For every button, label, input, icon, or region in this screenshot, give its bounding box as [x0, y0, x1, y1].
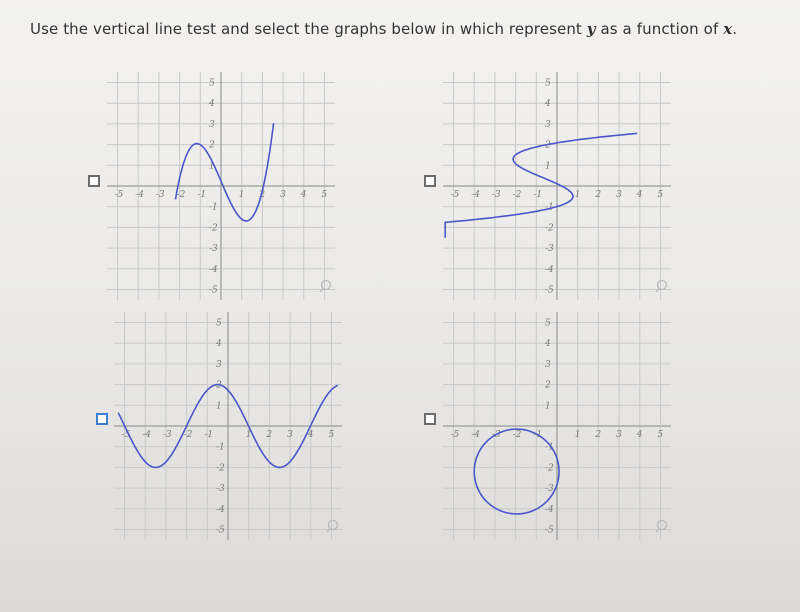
x-tick-label: 2 [266, 430, 273, 440]
x-tick-label: -1 [533, 430, 543, 440]
y-tick-label: 2 [545, 140, 551, 151]
x-tick-label: 3 [616, 430, 622, 440]
y-tick-label: -1 [216, 442, 225, 453]
y-tick-label: -5 [209, 285, 218, 296]
y-tick-label: 5 [209, 78, 215, 89]
x-tick-label: -2 [183, 430, 193, 440]
y-tick-label: 5 [216, 318, 222, 329]
x-tick-label: 2 [595, 430, 602, 440]
y-tick-label: 5 [545, 318, 551, 329]
graph-3-panel [114, 312, 354, 552]
graph-1-panel [107, 72, 347, 312]
x-tick-label: -1 [533, 190, 543, 200]
y-tick-label: 5 [545, 78, 551, 89]
x-tick-label: 3 [287, 430, 293, 440]
x-tick-label: 1 [238, 190, 245, 200]
y-tick-label: -4 [545, 504, 554, 515]
x-tick-label: -5 [450, 190, 460, 200]
y-tick-label: -5 [216, 525, 225, 536]
y-tick-label: 1 [545, 161, 551, 172]
y-tick-label: 1 [209, 161, 215, 172]
y-tick-label: 1 [216, 401, 222, 412]
magnifier-icon[interactable] [327, 521, 338, 533]
y-tick-label: 2 [545, 380, 551, 391]
x-tick-label: -5 [121, 430, 131, 440]
x-tick-label: 5 [328, 430, 335, 440]
y-tick-label: -1 [545, 202, 554, 213]
graph-4-plot [443, 312, 683, 552]
y-tick-label: 4 [216, 339, 222, 350]
x-tick-label: 1 [574, 190, 581, 200]
x-tick-label: -2 [512, 190, 522, 200]
magnifier-icon[interactable] [656, 281, 667, 293]
x-tick-label: 1 [574, 430, 581, 440]
x-tick-label: 3 [280, 190, 286, 200]
y-tick-label: 3 [545, 359, 551, 370]
graph-3-plot [114, 312, 354, 552]
x-tick-label: 1 [245, 430, 252, 440]
magnifier-icon[interactable] [656, 521, 667, 533]
x-tick-label: 4 [636, 190, 643, 200]
y-tick-label: -5 [545, 285, 554, 296]
x-tick-label: -4 [142, 430, 151, 440]
x-tick-label: 2 [595, 190, 602, 200]
y-tick-label: -2 [545, 223, 554, 234]
question-suffix: . [732, 20, 738, 38]
x-tick-label: -3 [155, 190, 165, 200]
y-tick-label: -4 [545, 264, 554, 275]
graph-2-panel [443, 72, 683, 312]
x-tick-label: -2 [512, 430, 522, 440]
y-tick-label: -3 [545, 484, 554, 495]
question-middle: as a function of [600, 20, 719, 38]
y-tick-label: -3 [216, 484, 225, 495]
x-tick-label: -3 [491, 430, 501, 440]
x-tick-label: -4 [135, 190, 144, 200]
graph-2-plot [443, 72, 683, 312]
x-tick-label: 5 [321, 190, 328, 200]
graph-4-panel [443, 312, 683, 552]
x-tick-label: 5 [657, 430, 664, 440]
question-var-x: x [723, 20, 733, 38]
x-tick-label: 3 [616, 190, 622, 200]
y-tick-label: 2 [216, 380, 222, 391]
y-tick-label: -2 [209, 223, 218, 234]
graph-1-checkbox[interactable] [88, 175, 100, 187]
y-tick-label: 4 [545, 339, 551, 350]
x-tick-label: -1 [204, 430, 214, 440]
y-tick-label: 3 [545, 119, 551, 130]
y-tick-label: -3 [209, 244, 218, 255]
x-tick-label: 4 [307, 430, 314, 440]
y-tick-label: -5 [545, 525, 554, 536]
x-tick-label: -4 [471, 430, 480, 440]
x-tick-label: -1 [197, 190, 207, 200]
x-tick-label: 2 [259, 190, 266, 200]
x-tick-label: 5 [657, 190, 664, 200]
x-tick-label: -3 [162, 430, 172, 440]
y-tick-label: -1 [209, 202, 218, 213]
x-tick-label: -5 [450, 430, 460, 440]
graph-3-checkbox[interactable] [96, 413, 108, 425]
y-tick-label: 4 [545, 99, 551, 110]
question-prefix: Use the vertical line test and select the graphs below in which represent [30, 20, 582, 38]
y-tick-label: -4 [209, 264, 218, 275]
y-tick-label: 1 [545, 401, 551, 412]
y-tick-label: 4 [209, 99, 215, 110]
y-tick-label: -2 [545, 463, 554, 474]
graph-2-checkbox[interactable] [424, 175, 436, 187]
y-tick-label: 2 [209, 140, 215, 151]
graph-1-plot [107, 72, 347, 312]
y-tick-label: 3 [216, 359, 222, 370]
y-tick-label: -2 [216, 463, 225, 474]
x-tick-label: -5 [114, 190, 124, 200]
question-var-y: y [586, 20, 596, 38]
y-tick-label: -3 [545, 244, 554, 255]
magnifier-icon[interactable] [320, 281, 331, 293]
x-tick-label: 4 [636, 430, 643, 440]
x-tick-label: -3 [491, 190, 501, 200]
x-tick-label: -4 [471, 190, 480, 200]
x-tick-label: 4 [300, 190, 307, 200]
y-tick-label: 3 [209, 119, 215, 130]
x-tick-label: -2 [176, 190, 186, 200]
graph-4-checkbox[interactable] [424, 413, 436, 425]
question-text [30, 20, 790, 38]
y-tick-label: -1 [545, 442, 554, 453]
y-tick-label: -4 [216, 504, 225, 515]
